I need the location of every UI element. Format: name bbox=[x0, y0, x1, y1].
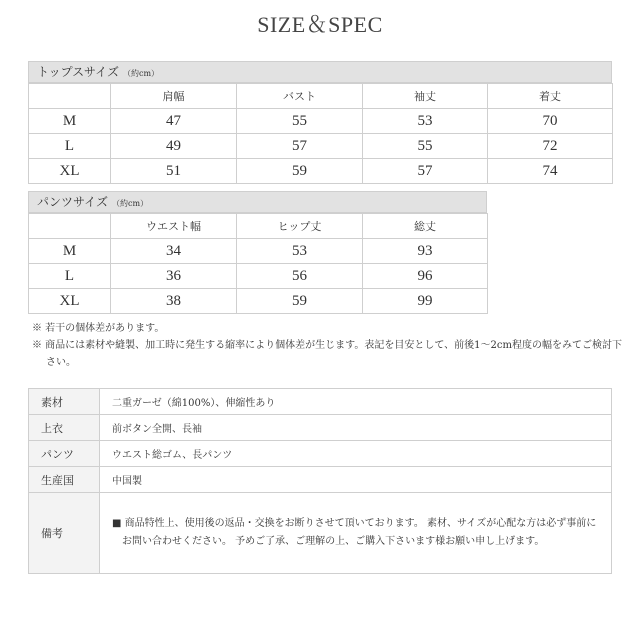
table-cell: 56 bbox=[237, 264, 363, 289]
pants-header-waist: ウエスト幅 bbox=[111, 214, 237, 239]
tops-header-shoulder: 肩幅 bbox=[111, 84, 237, 109]
pants-header-blank bbox=[29, 214, 111, 239]
page-title: SIZE＆SPEC bbox=[257, 12, 383, 37]
tops-header-bust: バスト bbox=[237, 84, 363, 109]
note-item: ※ 若干の個体差があります。 bbox=[32, 323, 165, 334]
table-cell: 55 bbox=[363, 134, 488, 159]
spec-value: 二重ガーゼ（綿100%）、伸縮性あり bbox=[100, 389, 612, 415]
size-label: XL bbox=[29, 159, 111, 184]
tops-size-table bbox=[28, 83, 613, 184]
pants-size-table bbox=[28, 213, 488, 314]
spec-row-origin bbox=[29, 467, 612, 493]
tops-size-header bbox=[28, 61, 612, 83]
table-row bbox=[29, 134, 613, 159]
table-cell: 70 bbox=[488, 109, 613, 134]
spec-key: 素材 bbox=[29, 389, 100, 415]
size-label: M bbox=[29, 239, 111, 264]
spec-row-material bbox=[29, 389, 612, 415]
size-label: L bbox=[29, 134, 111, 159]
spec-key: 備考 bbox=[29, 493, 100, 574]
pants-size-label: パンツサイズ bbox=[37, 195, 109, 209]
pants-header-hip: ヒップ丈 bbox=[237, 214, 363, 239]
size-label: L bbox=[29, 264, 111, 289]
table-cell: 59 bbox=[237, 159, 363, 184]
spec-key: 生産国 bbox=[29, 467, 100, 493]
tops-size-label: トップスサイズ bbox=[37, 65, 119, 79]
table-row bbox=[29, 264, 488, 289]
table-cell: 57 bbox=[363, 159, 488, 184]
table-cell: 53 bbox=[363, 109, 488, 134]
table-cell: 99 bbox=[363, 289, 488, 314]
spec-row-remarks bbox=[29, 493, 612, 574]
table-cell: 36 bbox=[111, 264, 237, 289]
table-cell: 74 bbox=[488, 159, 613, 184]
table-cell: 96 bbox=[363, 264, 488, 289]
table-cell: 72 bbox=[488, 134, 613, 159]
table-cell: 93 bbox=[363, 239, 488, 264]
notes bbox=[32, 320, 622, 371]
tops-header-sleeve: 袖丈 bbox=[363, 84, 488, 109]
size-label: XL bbox=[29, 289, 111, 314]
remarks-text: ■ 商品特性上、使用後の返品・交換をお断りさせて頂いております。 素材、サイズが心配な方は必ず事前にお問い合わせください。 予めご了承、ご理解の上、ご購入下さいます様お願い申し上げます。 bbox=[112, 518, 597, 547]
table-cell: 38 bbox=[111, 289, 237, 314]
pants-header-length: 総丈 bbox=[363, 214, 488, 239]
spec-value: ウエスト総ゴム、長パンツ bbox=[100, 441, 612, 467]
table-row bbox=[29, 289, 488, 314]
spec-row-top bbox=[29, 415, 612, 441]
table-row bbox=[29, 239, 488, 264]
table-cell: 57 bbox=[237, 134, 363, 159]
table-cell: 51 bbox=[111, 159, 237, 184]
table-cell: 47 bbox=[111, 109, 237, 134]
spec-value bbox=[100, 493, 612, 574]
table-cell: 59 bbox=[237, 289, 363, 314]
table-row bbox=[29, 109, 613, 134]
pants-header-row bbox=[29, 214, 488, 239]
pants-size-header bbox=[28, 191, 487, 213]
table-cell: 55 bbox=[237, 109, 363, 134]
spec-key: 上衣 bbox=[29, 415, 100, 441]
tops-size-unit: （約cm） bbox=[122, 69, 160, 78]
spec-row-pants bbox=[29, 441, 612, 467]
spec-key: パンツ bbox=[29, 441, 100, 467]
size-label: M bbox=[29, 109, 111, 134]
tops-header-blank bbox=[29, 84, 111, 109]
table-row bbox=[29, 159, 613, 184]
pants-size-unit: （約cm） bbox=[112, 199, 149, 208]
tops-header-length: 着丈 bbox=[488, 84, 613, 109]
table-cell: 49 bbox=[111, 134, 237, 159]
spec-table bbox=[28, 388, 612, 574]
tops-header-row bbox=[29, 84, 613, 109]
note-item: ※ 商品には素材や縫製、加工時に発生する縮率により個体差が生じます。表記を目安として、前後1〜2cm程度の幅をみてご検討下さい。 bbox=[32, 340, 622, 368]
spec-value: 中国製 bbox=[100, 467, 612, 493]
table-cell: 53 bbox=[237, 239, 363, 264]
spec-value: 前ボタン全開、長袖 bbox=[100, 415, 612, 441]
table-cell: 34 bbox=[111, 239, 237, 264]
